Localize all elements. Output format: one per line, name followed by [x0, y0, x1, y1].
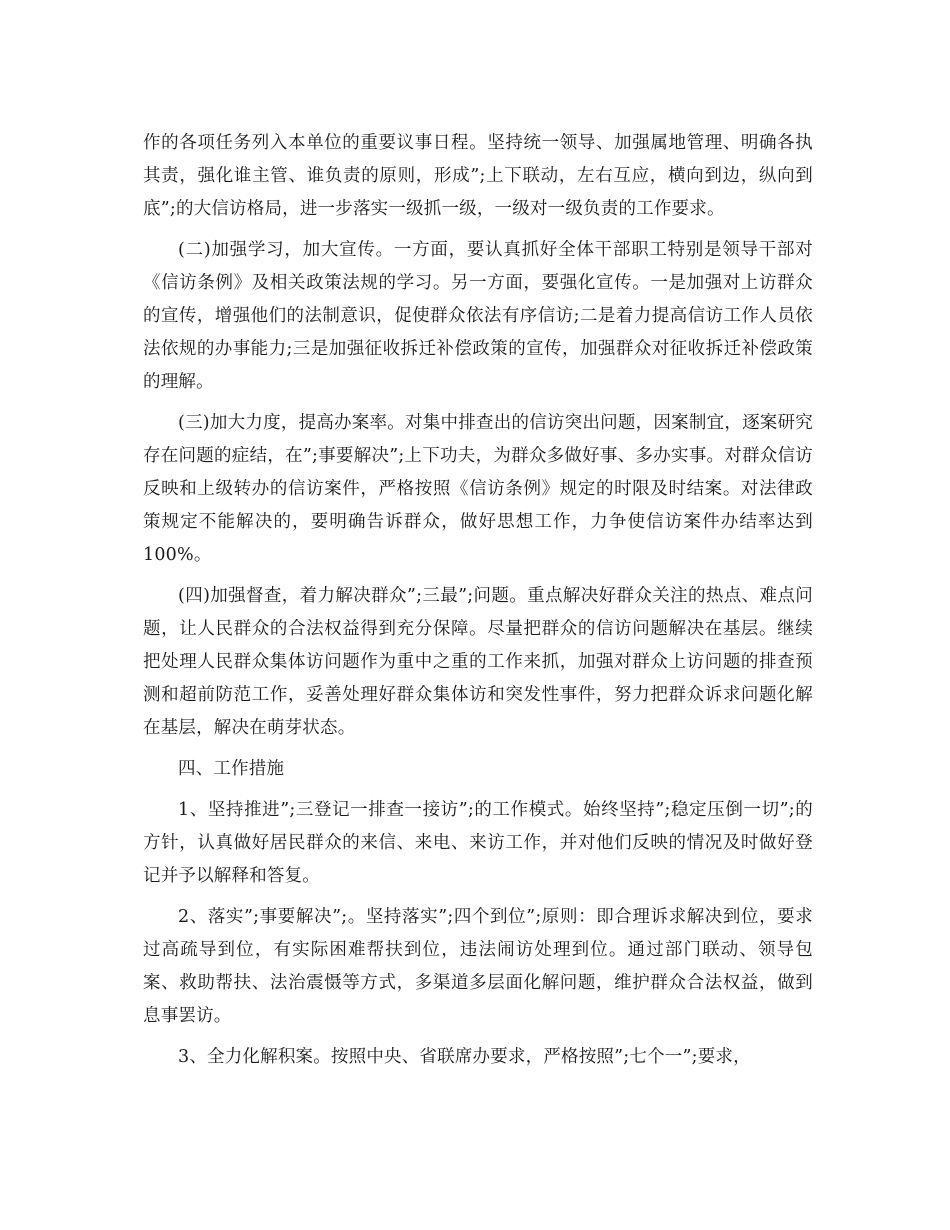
- paragraph-measure-3: 3、全力化解积案。按照中央、省联席办要求，严格按照”;七个一”;要求，: [178, 1047, 751, 1067]
- paragraph-measure-2: 2、落实”;事要解决”;。坚持落实”;四个到位”;原则：即合理诉求解决到位，要求过高疏导到位，有实际困难帮扶到位，违法闹访处理到位。通过部门联动、领导包案、救助帮扶、法治震慑等方式，多渠道多层面化解问题，维护群众合法权益，做到息事罢访。: [143, 907, 813, 1026]
- paragraph-case-handling: (三)加大力度，提高办案率。对集中排查出的信访突出问题，因案制宜，逐案研究存在问题的症结，在”;事要解决”;上下功夫，为群众多做好事、多办实事。对群众信访反映和上级转办的信访案件，严格按照《信访条例》规定的时限及时结案。对法律政策规定不能解决的，要明确告诉群众，做好思想工作，力争使信访案件办结率达到100%。: [143, 413, 813, 565]
- paragraph-measure-1: 1、坚持推进”;三登记一排查一接访”;的工作模式。始终坚持”;稳定压倒一切”;的方针，认真做好居民群众的来信、来电、来访工作，并对他们反映的情况及时做好登记并予以解释和答复。: [143, 800, 813, 886]
- section-heading-work-measures: 四、工作措施: [178, 759, 285, 779]
- paragraph-continuation: 作的各项任务列入本单位的重要议事日程。坚持统一领导、加强属地管理、明确各执其责，强化谁主管、谁负责的原则，形成”;上下联动，左右互应，横向到边，纵向到底”;的大信访格局，进一步落实一级抓一级，一级对一级负责的工作要求。: [143, 133, 813, 219]
- paragraph-learning-publicity: (二)加强学习，加大宣传。一方面，要认真抓好全体干部职工特别是领导干部对《信访条例》及相关政策法规的学习。另一方面，要强化宣传。一是加强对上访群众的宣传，增强他们的法制意识，促使群众依法有序信访;二是着力提高信访工作人员依法依规的办事能力;三是加强征收拆迁补偿政策的宣传，加强群众对征收拆迁补偿政策的理解。: [143, 240, 813, 392]
- paragraph-supervision: (四)加强督查，着力解决群众”;三最”;问题。重点解决好群众关注的热点、难点问题，让人民群众的合法权益得到充分保障。尽量把群众的信访问题解决在基层。继续把处理人民群众集体访问题作为重中之重的工作来抓，加强对群众上访问题的排查预测和超前防范工作，妥善处理好群众集体访和突发性事件，努力把群众诉求问题化解在基层，解决在萌芽状态。: [143, 586, 813, 738]
- document-body: [143, 127, 813, 1082]
